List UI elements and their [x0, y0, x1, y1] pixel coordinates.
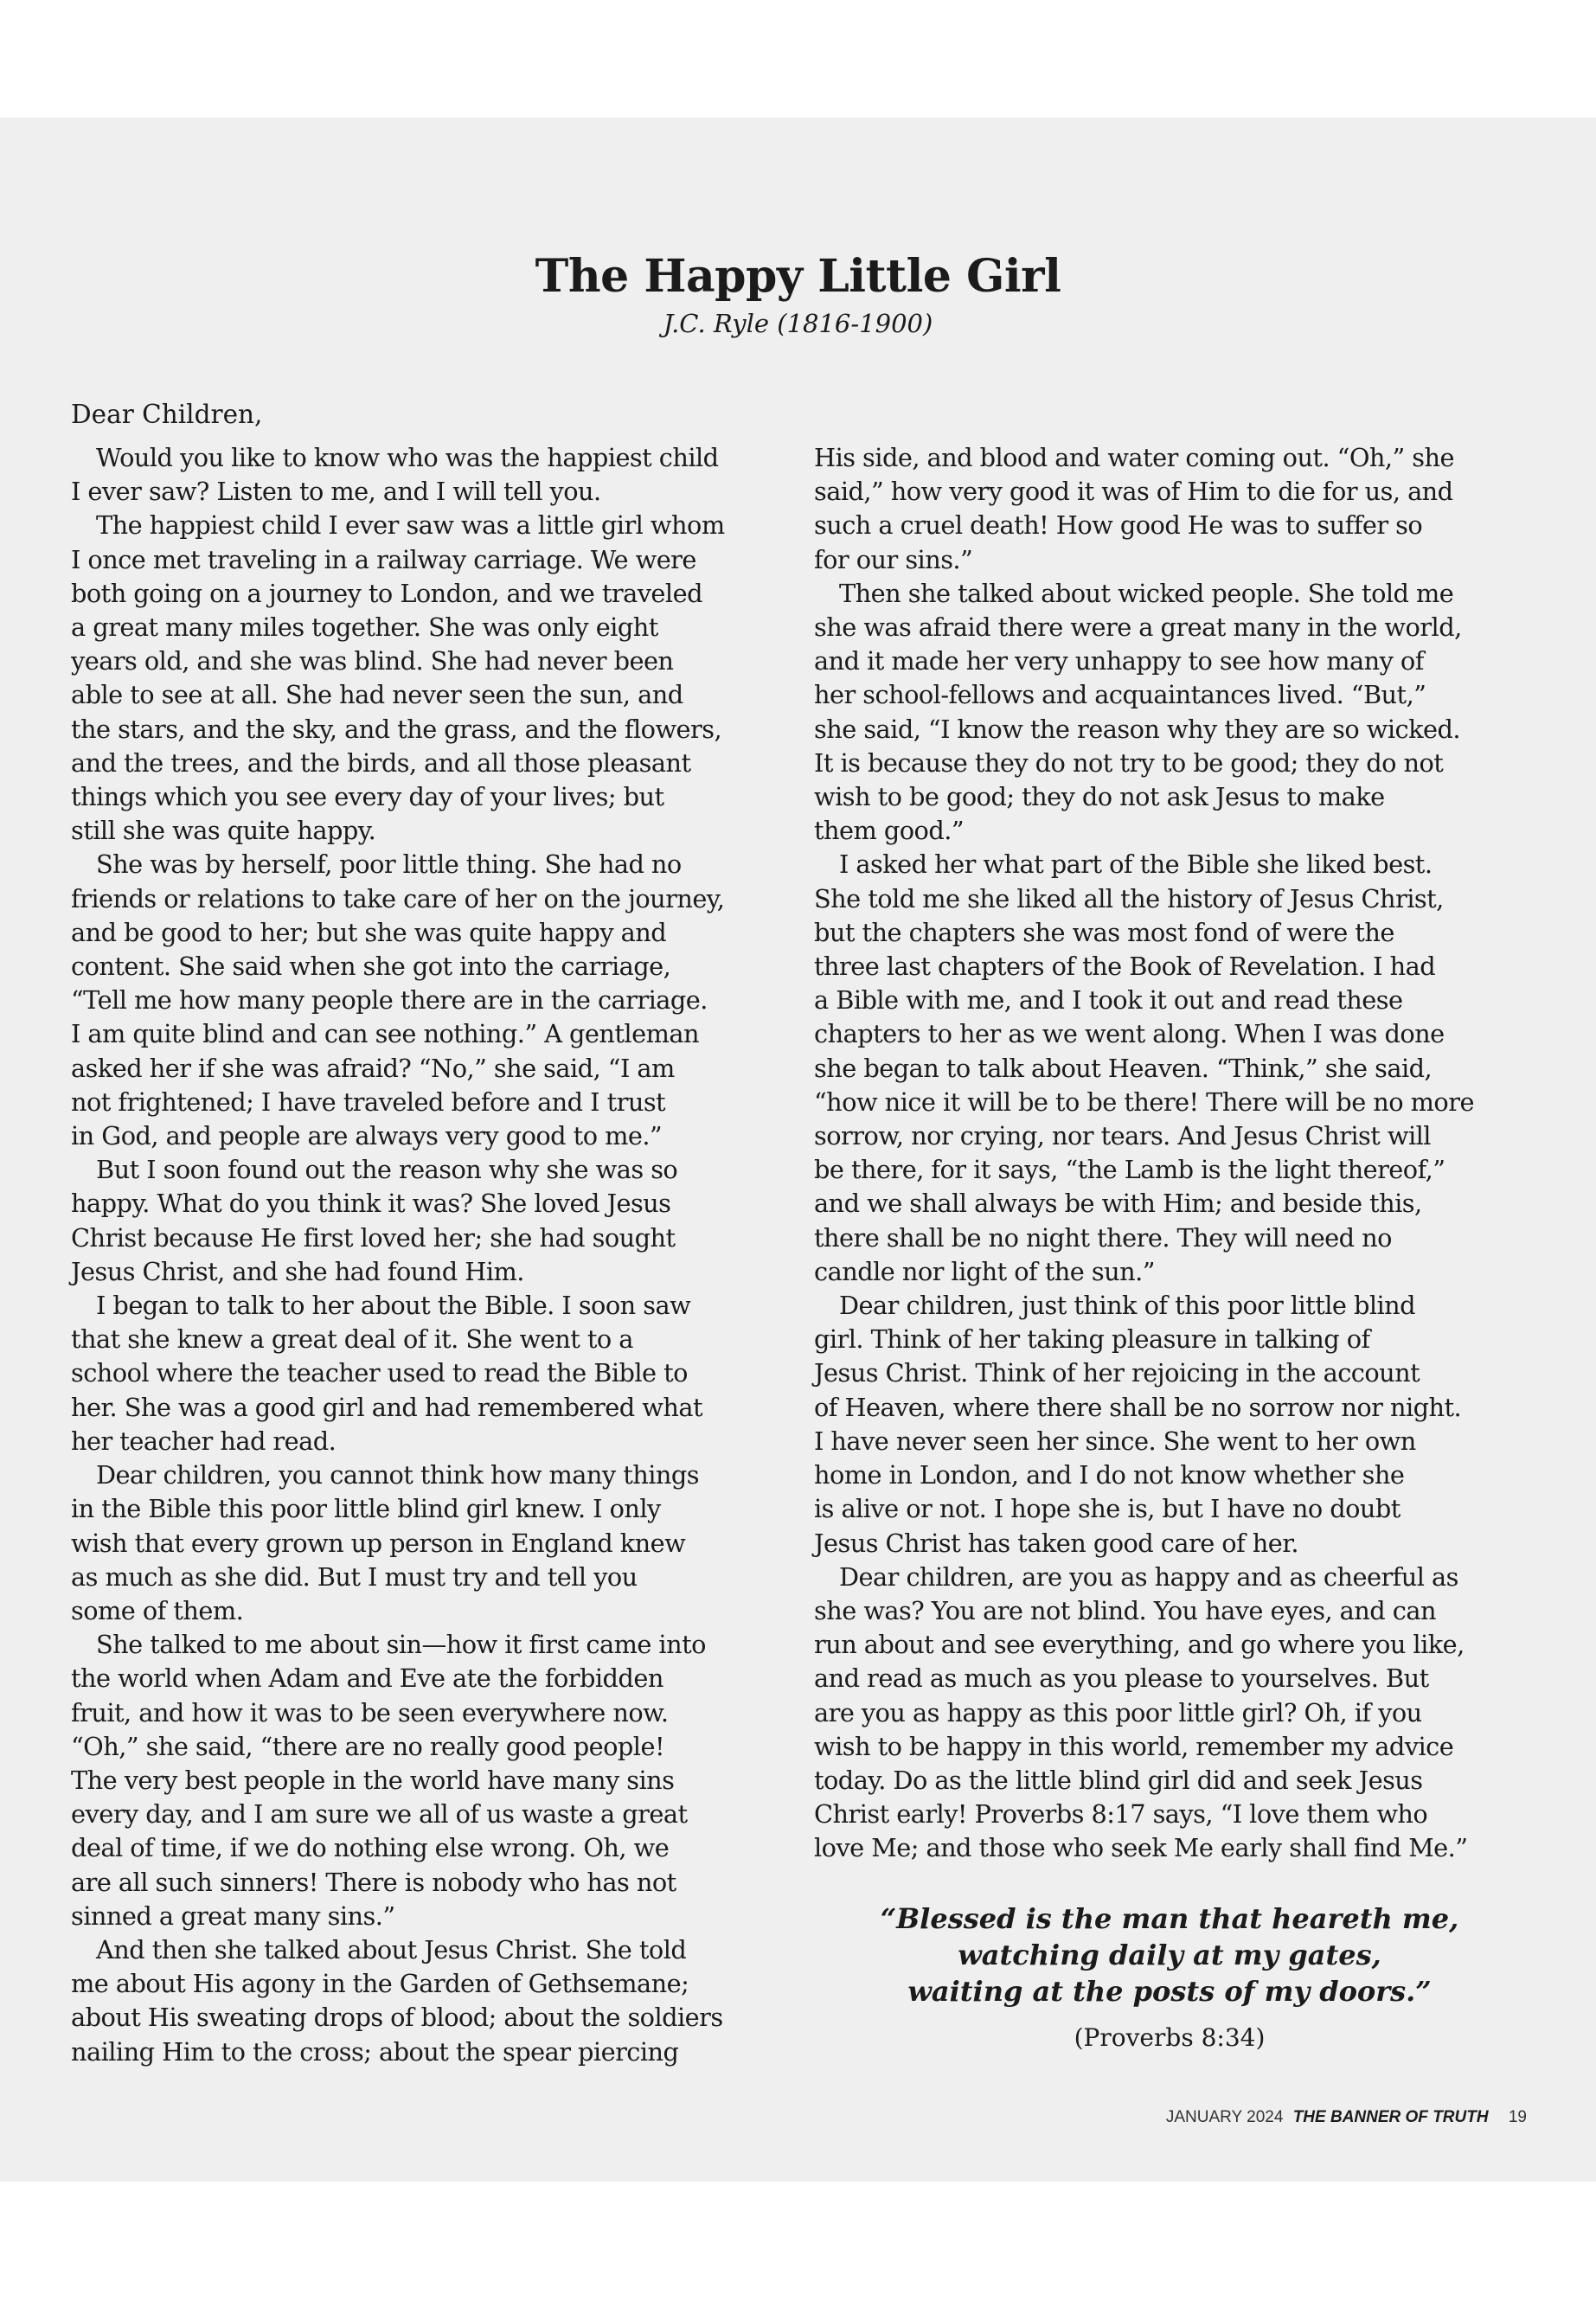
- text-line: able to see at all. She had never seen the sun, and: [71, 680, 683, 710]
- text-line: “how nice it will be to be there! There will be no more: [814, 1086, 1474, 1117]
- text-line: His side, and blood and water coming out. “Oh,” she: [814, 443, 1454, 472]
- page-footer: [1166, 2107, 1527, 2128]
- text-line: friends or relations to take care of her on the journey,: [71, 883, 725, 913]
- text-line: Christ early! Proverbs 8:17 says, “I love them who: [814, 1799, 1428, 1830]
- text-line: her teacher had read.: [71, 1426, 337, 1456]
- text-line: her. She was a good girl and had remembered what: [71, 1392, 702, 1422]
- article-author: J.C. Ryle (1816-1900): [663, 309, 933, 338]
- text-line: in God, and people are always very good to me.”: [71, 1121, 663, 1151]
- footer-page-number: 19: [1508, 2108, 1527, 2126]
- text-line: Then she talked about wicked people. She told me: [839, 578, 1454, 608]
- text-line: fruit, and how it was to be seen everywhere now.: [71, 1697, 669, 1727]
- text-line: nailing Him to the cross; about the spear piercing: [71, 2036, 679, 2067]
- text-line: It is because they do not try to be good; they do not: [814, 747, 1444, 778]
- text-line: I ever saw? Listen to me, and I will tell you.: [71, 477, 601, 507]
- text-line: The happiest child I ever saw was a little girl whom: [96, 510, 725, 541]
- text-line: both going on a journey to London, and we traveled: [71, 578, 702, 608]
- text-line: in the Bible this poor little blind girl knew. I only: [71, 1494, 661, 1524]
- text-line: Jesus Christ has taken good care of her.: [814, 1528, 1298, 1558]
- text-line: love Me; and those who seek Me early shall find Me.”: [814, 1833, 1468, 1863]
- text-line: the world when Adam and Eve ate the forbidden: [71, 1663, 663, 1694]
- text-line: Dear children, are you as happy and as cheerful as: [839, 1561, 1458, 1592]
- body-column-left: [71, 441, 782, 2069]
- footer-issue-date: JANUARY 2024: [1165, 2108, 1284, 2126]
- text-line: deal of time, if we do nothing else wrong. Oh, we: [71, 1833, 670, 1863]
- text-line: about His sweating drops of blood; about the soldiers: [71, 2003, 723, 2033]
- text-line: not frightened; I have traveled before and I trust: [71, 1086, 666, 1117]
- text-line: a great many miles together. She was only eight: [71, 612, 658, 643]
- scripture-quote: [814, 1900, 1525, 2009]
- footer-magazine-name: THE BANNER OF TRUTH: [1292, 2108, 1489, 2126]
- text-line: I am quite blind and can see nothing.” A gentleman: [71, 1019, 699, 1049]
- text-line: them good.”: [814, 816, 964, 846]
- text-line: three last chapters of the Book of Revelation. I had: [814, 952, 1436, 982]
- text-line: girl. Think of her taking pleasure in talking of: [814, 1324, 1370, 1355]
- text-line: and read as much as you please to yourselves. But: [814, 1663, 1429, 1694]
- text-line: there shall be no night there. They will need no: [814, 1222, 1392, 1253]
- text-line: I have never seen her since. She went to her own: [814, 1426, 1416, 1456]
- body-column-right: [814, 441, 1525, 1866]
- quote-line: “Blessed is the man that heareth me,: [880, 1902, 1459, 1935]
- text-line: She was by herself, poor little thing. She had no: [96, 849, 682, 880]
- text-line: Christ because He first loved her; she had sought: [71, 1222, 676, 1253]
- text-line: things which you see every day of your lives; but: [71, 782, 664, 812]
- text-line: chapters to her as we went along. When I was done: [814, 1019, 1445, 1049]
- text-line: asked her if she was afraid? “No,” she said, “I am: [71, 1053, 675, 1083]
- salutation: Dear Children,: [71, 400, 263, 429]
- text-line: me about His agony in the Garden of Gethsemane;: [71, 1969, 689, 1999]
- text-line: sinned a great many sins.”: [71, 1900, 395, 1931]
- text-line: and it made her very unhappy to see how many of: [814, 646, 1424, 676]
- text-line: said,” how very good it was of Him to die for us, and: [814, 477, 1453, 507]
- text-line: wish to be happy in this world, remember my advice: [814, 1731, 1454, 1761]
- text-line: content. She said when she got into the carriage,: [71, 952, 671, 982]
- text-line: years old, and she was blind. She had never been: [71, 646, 674, 676]
- text-line: a Bible with me, and I took it out and read these: [814, 985, 1403, 1016]
- text-line: such a cruel death! How good He was to suffer so: [814, 510, 1423, 541]
- text-line: are you as happy as this poor little girl? Oh, if you: [814, 1697, 1422, 1727]
- text-line: that she knew a great deal of it. She went to a: [71, 1324, 633, 1355]
- text-line: is alive or not. I hope she is, but I have no doubt: [814, 1494, 1401, 1524]
- text-line: some of them.: [71, 1595, 244, 1625]
- text-line: And then she talked about Jesus Christ. She told: [96, 1934, 687, 1965]
- text-line: Dear children, you cannot think how many things: [96, 1460, 700, 1490]
- quote-line: waiting at the posts of my doors.”: [907, 1975, 1432, 2008]
- text-line: home in London, and I do not know whether she: [814, 1460, 1405, 1490]
- text-line: I asked her what part of the Bible she liked best.: [839, 849, 1433, 880]
- text-line: her school-fellows and acquaintances lived. “But,”: [814, 680, 1426, 710]
- text-line: run about and see everything, and go where you like,: [814, 1630, 1465, 1660]
- text-line: as much as she did. But I must try and tell you: [71, 1561, 638, 1592]
- text-line: she was? You are not blind. You have eyes, and can: [814, 1595, 1436, 1625]
- text-line: Jesus Christ. Think of her rejoicing in the account: [814, 1358, 1420, 1388]
- text-line: Jesus Christ, and she had found Him.: [71, 1256, 524, 1286]
- text-line: wish that every grown up person in England knew: [71, 1528, 686, 1558]
- text-line: She talked to me about sin—how it first came into: [96, 1630, 706, 1660]
- text-line: and be good to her; but she was quite happy and: [71, 917, 667, 947]
- text-line: I once met traveling in a railway carriage. We were: [71, 544, 696, 574]
- text-line: the stars, and the sky, and the grass, and the flowers,: [71, 714, 722, 744]
- text-line: still she was quite happy.: [71, 816, 376, 846]
- text-line: today. Do as the little blind girl did and seek Jesus: [814, 1765, 1423, 1795]
- text-line: of Heaven, where there shall be no sorrow nor night.: [814, 1392, 1462, 1422]
- text-line: every day, and I am sure we all of us waste a great: [71, 1799, 688, 1830]
- text-line: Would you like to know who was the happiest child: [96, 443, 719, 472]
- quote-line: watching daily at my gates,: [958, 1939, 1381, 1971]
- text-line: happy. What do you think it was? She loved Jesus: [71, 1189, 671, 1219]
- text-line: she said, “I know the reason why they are so wicked.: [814, 714, 1460, 744]
- text-line: “Oh,” she said, “there are no really good people!: [71, 1731, 664, 1761]
- article-title: The Happy Little Girl: [535, 250, 1061, 303]
- text-line: for our sins.”: [814, 544, 973, 574]
- text-line: “Tell me how many people there are in the carriage.: [71, 985, 708, 1016]
- text-line: she was afraid there were a great many in the world,: [814, 612, 1462, 643]
- text-line: I began to talk to her about the Bible. I soon saw: [96, 1291, 691, 1321]
- text-line: are all such sinners! There is nobody who has not: [71, 1867, 676, 1897]
- text-line: She told me she liked all the history of Jesus Christ,: [814, 883, 1444, 913]
- text-line: But I soon found out the reason why she was so: [96, 1155, 678, 1185]
- text-line: but the chapters she was most fond of were the: [814, 917, 1394, 947]
- text-line: sorrow, nor crying, nor tears. And Jesus Christ will: [814, 1121, 1431, 1151]
- text-line: candle nor light of the sun.”: [814, 1256, 1155, 1286]
- text-line: and we shall always be with Him; and beside this,: [814, 1189, 1422, 1219]
- text-line: Dear children, just think of this poor little blind: [839, 1291, 1416, 1321]
- quote-reference: (Proverbs 8:34): [1074, 2023, 1266, 2052]
- text-line: school where the teacher used to read the Bible to: [71, 1358, 688, 1388]
- text-line: she began to talk about Heaven. “Think,” she said,: [814, 1053, 1433, 1083]
- text-line: and the trees, and the birds, and all those pleasant: [71, 747, 691, 778]
- text-line: wish to be good; they do not ask Jesus to make: [814, 782, 1385, 812]
- text-line: The very best people in the world have many sins: [71, 1765, 675, 1795]
- text-line: be there, for it says, “the Lamb is the light thereof,”: [814, 1155, 1445, 1185]
